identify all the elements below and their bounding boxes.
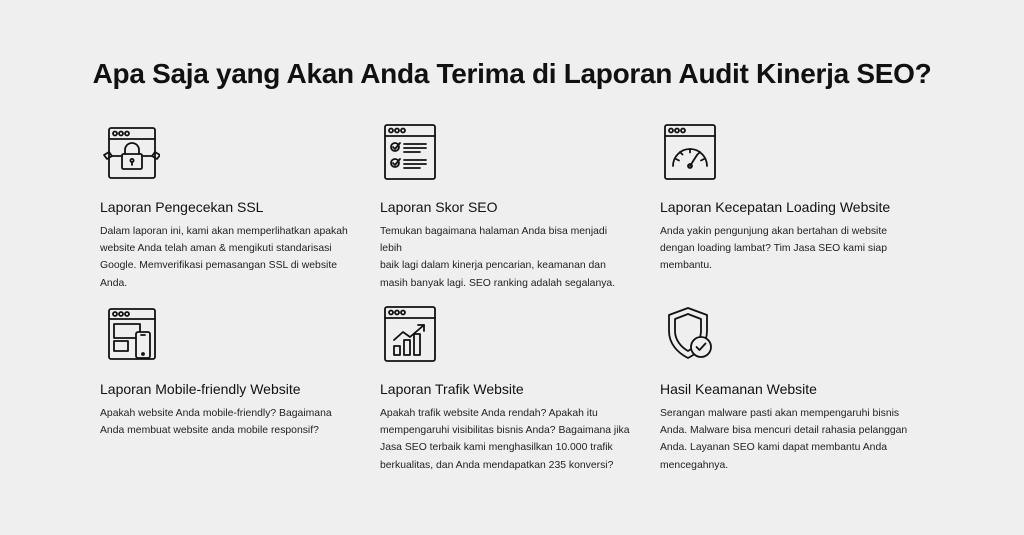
description-line: Serangan malware pasti akan mempengaruhi bisnis	[660, 408, 900, 419]
card-title: Laporan Skor SEO	[380, 199, 498, 215]
security-shield-icon	[660, 304, 716, 368]
mobile-responsive-icon	[100, 304, 156, 368]
description-line: membantu.	[660, 260, 712, 272]
description-line: Google. Memverifikasi pemasangan SSL di website	[100, 260, 337, 272]
card-title: Laporan Pengecekan SSL	[100, 199, 264, 215]
card-website-traffic	[380, 304, 650, 474]
description-line: Anda yakin pengunjung akan bertahan di website	[660, 226, 888, 237]
card-description	[380, 405, 650, 474]
card-loading-speed	[660, 122, 930, 275]
card-mobile-friendly	[100, 304, 370, 439]
card-website-security	[660, 304, 930, 474]
card-description	[380, 223, 650, 292]
description-line: Dalam laporan ini, kami akan memperlihatkan apakah	[100, 226, 348, 237]
description-line: Jasa SEO terbaik kami menghasilkan 10.000 trafik	[380, 442, 613, 454]
description-line: Temukan bagaimana halaman Anda bisa menjadi	[380, 226, 608, 237]
card-title: Laporan Trafik Website	[380, 381, 524, 397]
card-title: Laporan Kecepatan Loading Website	[660, 199, 891, 215]
description-line: lebih	[380, 243, 402, 255]
description-line: baik lagi dalam kinerja pencarian, keamanan dan	[380, 260, 606, 272]
description-line: Apakah website Anda mobile-friendly? Bagaimana	[100, 408, 332, 419]
page-title: Apa Saja yang Akan Anda Terima di Laporan Audit Kinerja SEO?	[92, 58, 932, 89]
description-line: Anda. Layanan SEO kami dapat membantu Anda	[660, 442, 888, 454]
card-description	[660, 405, 930, 474]
description-line: masih banyak lagi. SEO ranking adalah segalanya.	[380, 277, 616, 289]
description-line: mempengaruhi visibilitas bisnis Anda? Bagaimana jika	[380, 425, 630, 437]
seo-checklist-browser-icon	[380, 122, 436, 186]
speedometer-browser-icon	[660, 122, 716, 186]
description-line: website Anda telah aman & mengikuti standarisasi	[100, 243, 332, 255]
traffic-chart-browser-icon	[380, 304, 436, 368]
card-seo-score	[380, 122, 650, 292]
description-line: Anda.	[100, 277, 128, 289]
card-description	[100, 223, 370, 292]
description-line: berkualitas, dan Anda mendapatkan 235 konversi?	[380, 459, 614, 471]
card-description	[100, 405, 370, 439]
card-ssl-check	[100, 122, 370, 292]
ssl-lock-browser-icon	[100, 122, 156, 186]
card-title: Hasil Keamanan Website	[660, 381, 817, 397]
description-line: Anda. Malware bisa mencuri detail rahasia pelanggan	[660, 425, 908, 437]
card-description	[660, 223, 930, 275]
description-line: Anda membuat website anda mobile responsif?	[100, 425, 319, 437]
description-line: dengan loading lambat? Tim Jasa SEO kami siap	[660, 243, 887, 255]
description-line: Apakah trafik website Anda rendah? Apakah itu	[380, 408, 598, 419]
card-title: Laporan Mobile-friendly Website	[100, 381, 301, 397]
description-line: mencegahnya.	[660, 459, 729, 471]
